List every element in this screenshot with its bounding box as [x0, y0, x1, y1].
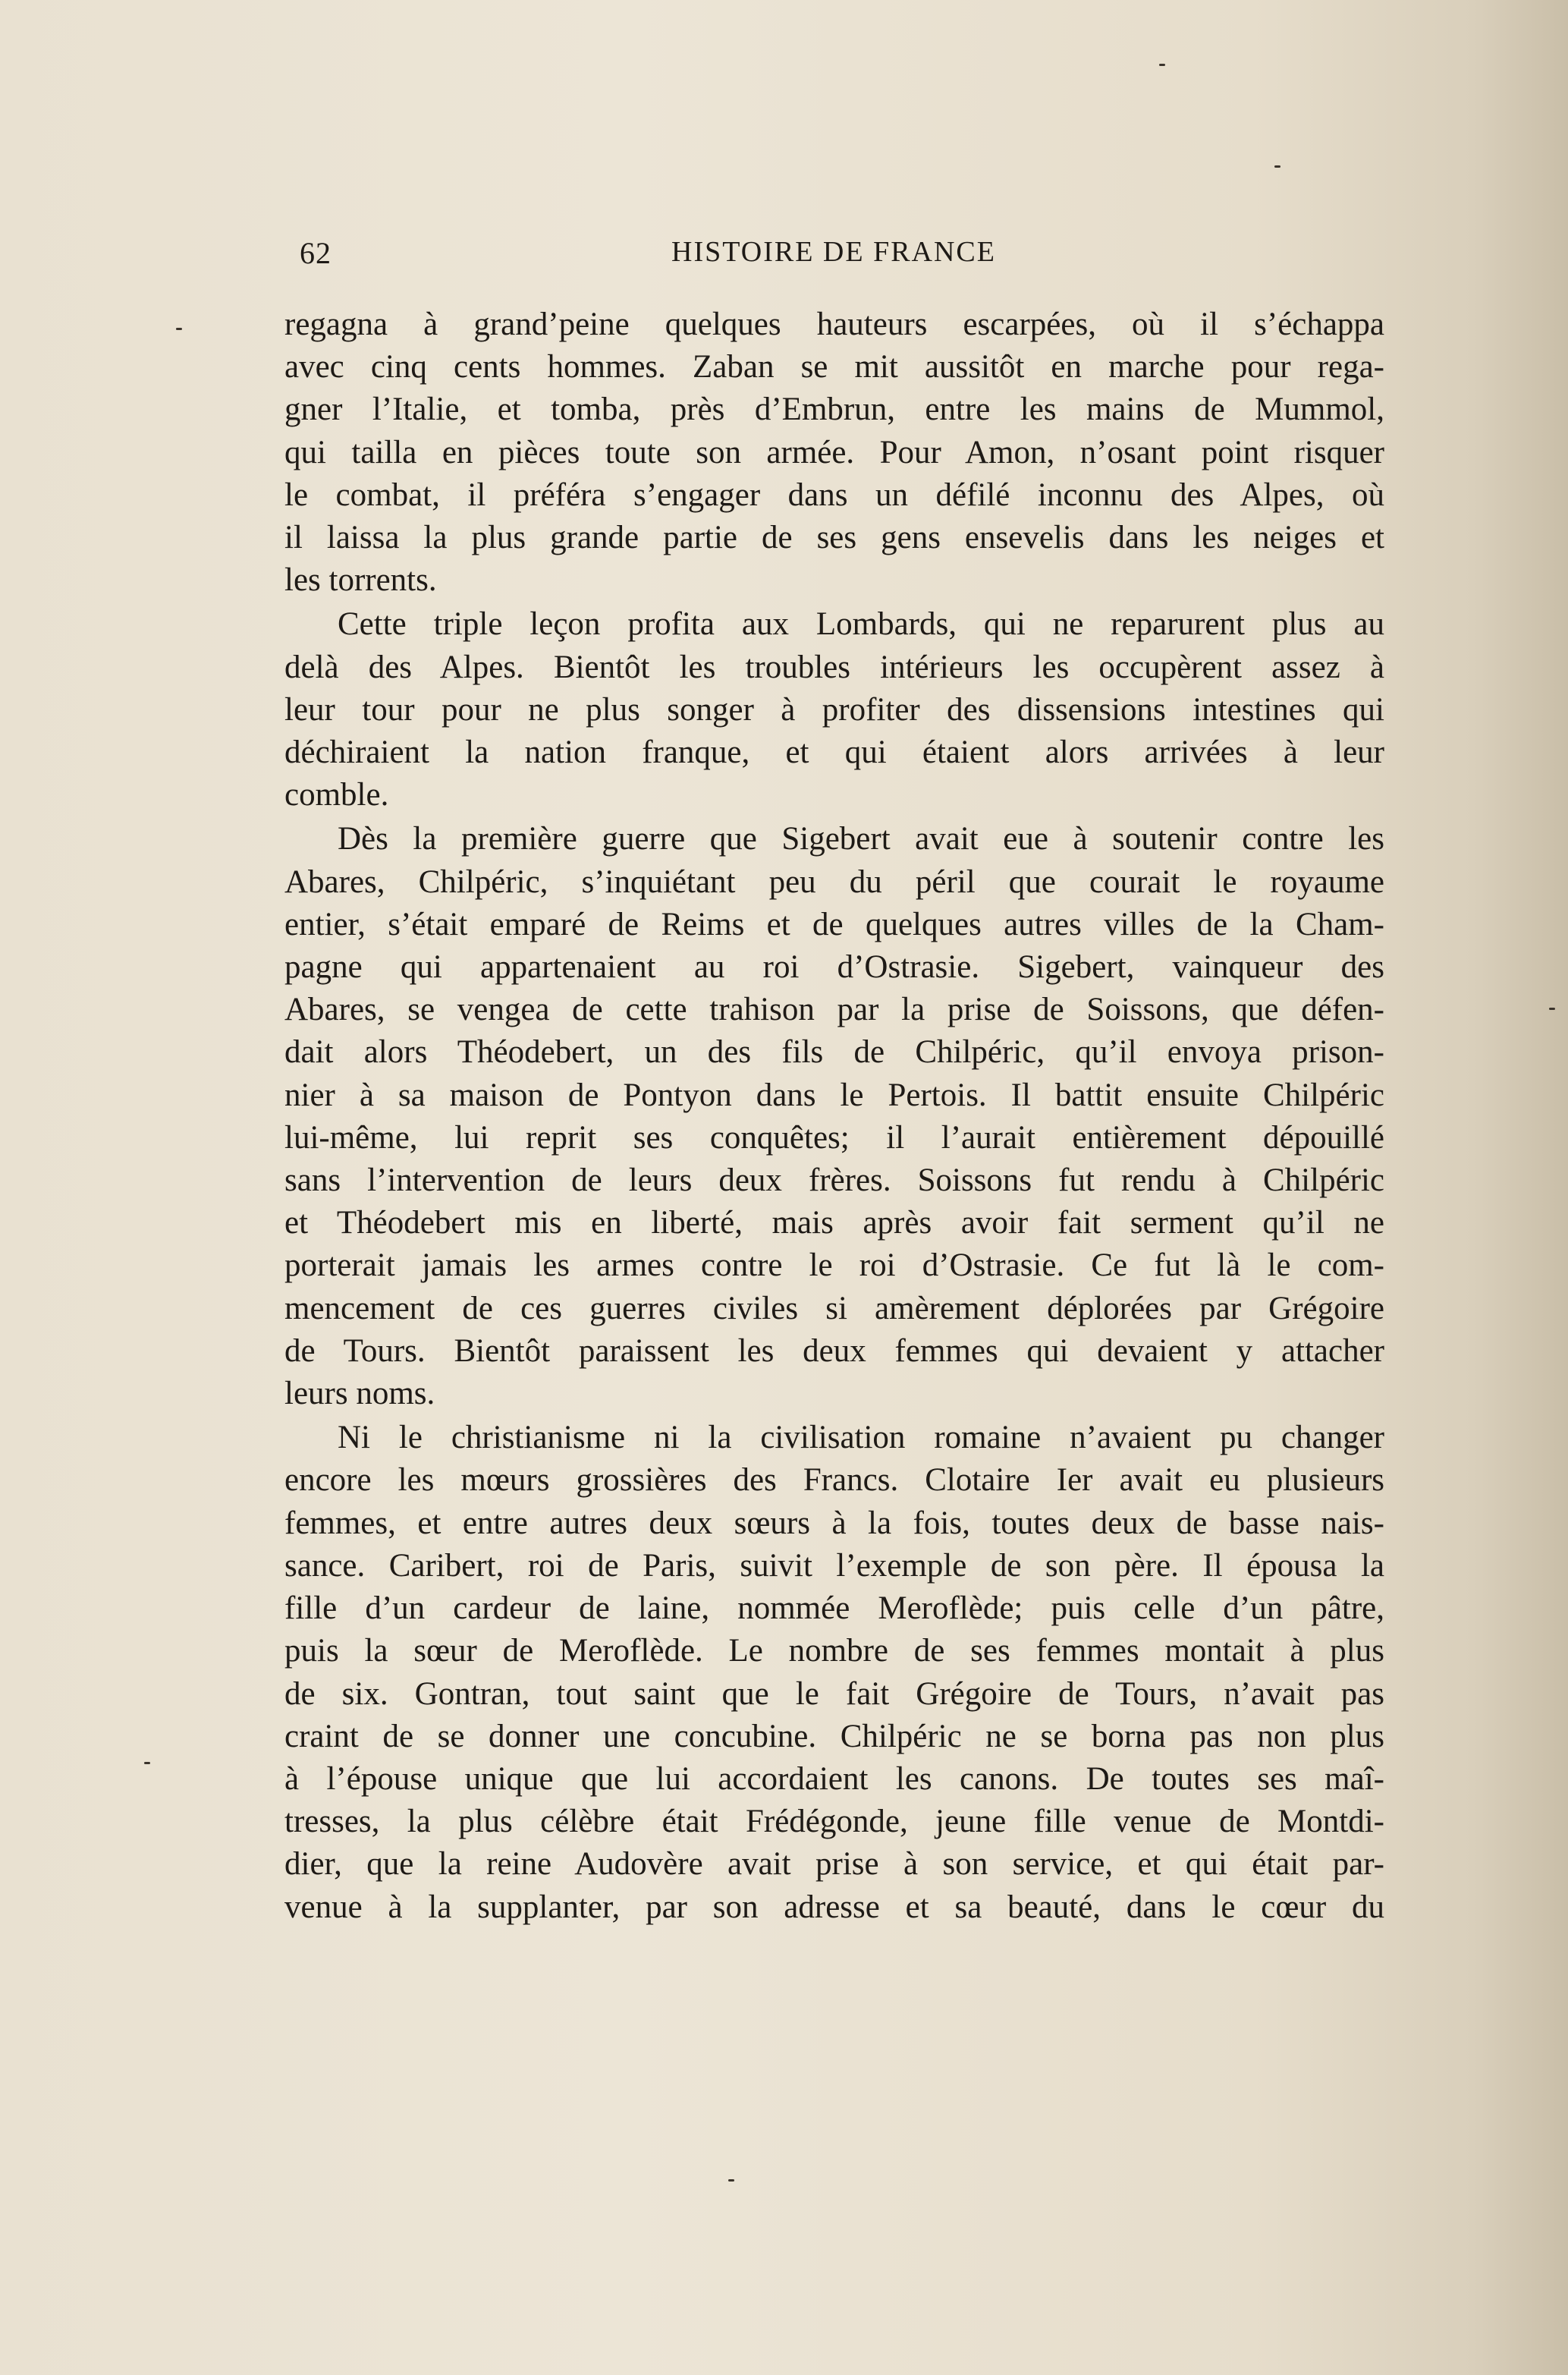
- text-line: et Théodebert mis en liberté, mais après avoir fait serment qu’il ne: [284, 1205, 1384, 1241]
- text-line: leurs noms.: [284, 1376, 435, 1412]
- text-line: nier à sa maison de Pontyon dans le Pertois. Il battit ensuite Chilpéric: [284, 1077, 1384, 1113]
- paragraph-3: [284, 818, 1384, 1415]
- text-line: porterait jamais les armes contre le roi d’Ostrasie. Ce fut là le com-: [284, 1247, 1384, 1284]
- text-line: lui-même, lui reprit ses conquêtes; il l’aurait entièrement dépouillé: [284, 1119, 1384, 1156]
- paper-speck: [144, 1762, 150, 1764]
- text-line: gner l’Italie, et tomba, près d’Embrun, entre les mains de Mummol,: [284, 392, 1384, 428]
- paragraph-2: [284, 603, 1384, 816]
- text-line: sance. Caribert, roi de Paris, suivit l’exemple de son père. Il épousa la: [284, 1547, 1384, 1584]
- text-line: regagna à grand’peine quelques hauteurs escarpées, où il s’échappa: [284, 307, 1384, 342]
- paragraph-1: [284, 304, 1384, 602]
- text-line: fille d’un cardeur de laine, nommée Meroflède; puis celle d’un pâtre,: [284, 1590, 1384, 1627]
- paper-speck: [176, 328, 182, 330]
- paper-speck: [1274, 165, 1280, 168]
- text-line: Cette triple leçon profita aux Lombards, qui ne reparurent plus au: [338, 606, 1384, 643]
- text-line: mencement de ces guerres civiles si amèrement déplorées par Grégoire: [284, 1290, 1384, 1326]
- text-line: tresses, la plus célèbre était Frédégonde, jeune fille venue de Montdi-: [284, 1804, 1384, 1840]
- text-line: Abares, se vengea de cette trahison par la prise de Soissons, que défen-: [284, 992, 1384, 1028]
- text-line: dier, que la reine Audovère avait prise à son service, et qui était par-: [284, 1846, 1384, 1883]
- body-text: [284, 304, 1384, 1930]
- running-title: HISTOIRE DE FRANCE: [671, 236, 996, 268]
- text-line: déchiraient la nation franque, et qui étaient alors arrivées à leur: [284, 735, 1384, 771]
- page-number: 62: [300, 236, 332, 270]
- text-line: Ni le christianisme ni la civilisation romaine n’avaient pu changer: [338, 1420, 1384, 1456]
- text-line: avec cinq cents hommes. Zaban se mit aussitôt en marche pour rega-: [284, 349, 1384, 385]
- text-line: entier, s’était emparé de Reims et de quelques autres villes de la Cham-: [284, 906, 1384, 942]
- text-line: Dès la première guerre que Sigebert avait eue à soutenir contre les: [338, 821, 1384, 857]
- text-line: de Tours. Bientôt paraissent les deux femmes qui devaient y attacher: [284, 1332, 1384, 1369]
- text-line: femmes, et entre autres deux sœurs à la fois, toutes deux de basse nais-: [284, 1505, 1384, 1541]
- text-line: delà des Alpes. Bientôt les troubles intérieurs les occupèrent assez à: [284, 649, 1384, 685]
- text-line: il laissa la plus grande partie de ses gens ensevelis dans les neiges et: [284, 520, 1384, 556]
- text-line: le combat, il préféra s’engager dans un défilé inconnu des Alpes, où: [284, 477, 1384, 513]
- paper-speck: [1159, 64, 1165, 66]
- text-line: qui tailla en pièces toute son armée. Pour Amon, n’osant point risquer: [284, 434, 1384, 470]
- text-line: venue à la supplanter, par son adresse et sa beauté, dans le cœur du: [284, 1889, 1384, 1925]
- page-header: [300, 235, 1384, 281]
- text-line: les torrents.: [284, 562, 437, 599]
- text-line: puis la sœur de Meroflède. Le nombre de ses femmes montait à plus: [284, 1633, 1384, 1669]
- text-line: sans l’intervention de leurs deux frères. Soissons fut rendu à Chilpéric: [284, 1162, 1384, 1199]
- text-line: comble.: [284, 777, 389, 813]
- text-line: craint de se donner une concubine. Chilpéric ne se borna pas non plus: [284, 1718, 1384, 1754]
- paper-speck: [728, 2179, 734, 2182]
- text-line: encore les mœurs grossières des Francs. Clotaire Ier avait eu plusieurs: [284, 1462, 1384, 1499]
- paragraph-4: [284, 1417, 1384, 1928]
- text-line: leur tour pour ne plus songer à profiter des dissensions intestines qui: [284, 691, 1384, 728]
- text-line: Abares, Chilpéric, s’inquiétant peu du péril que courait le royaume: [284, 863, 1384, 900]
- paper-speck: [1549, 1008, 1555, 1010]
- text-line: dait alors Théodebert, un des fils de Chilpéric, qu’il envoya prison-: [284, 1034, 1384, 1071]
- text-line: de six. Gontran, tout saint que le fait Grégoire de Tours, n’avait pas: [284, 1675, 1384, 1712]
- text-line: à l’épouse unique que lui accordaient les canons. De toutes ses maî-: [284, 1760, 1384, 1797]
- text-line: pagne qui appartenaient au roi d’Ostrasie. Sigebert, vainqueur des: [284, 949, 1384, 986]
